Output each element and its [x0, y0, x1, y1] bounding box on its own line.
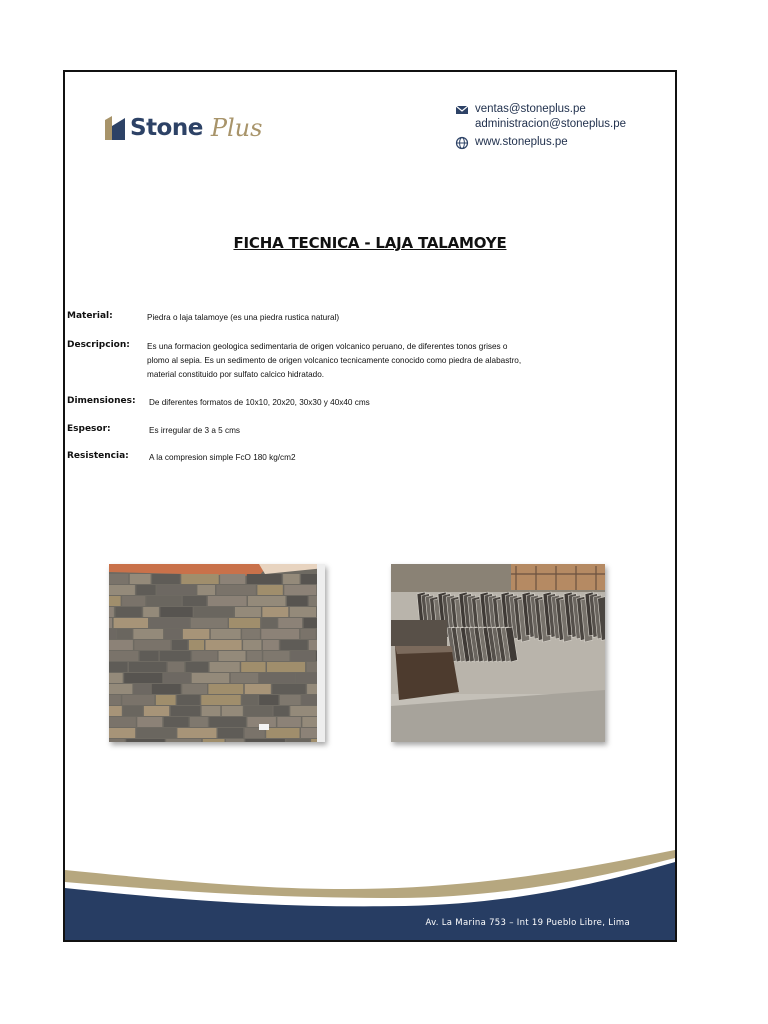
stacked-slabs-photo [391, 564, 605, 742]
spec-value-material: Piedra o laja talamoye (es una piedra rustica natural) [147, 313, 340, 322]
descripcion-line: material constituido por sulfato calcico hidratado. [147, 370, 325, 379]
stoneplus-logo [105, 110, 262, 146]
website-link[interactable]: www.stoneplus.pe [475, 136, 568, 148]
page-title: FICHA TECNICA - LAJA TALAMOYE [233, 234, 507, 252]
envelope-icon [455, 103, 469, 117]
stone-logo-icon [105, 116, 125, 140]
spec-label-dimensiones: Dimensiones: [67, 396, 136, 406]
descripcion-line: plomo al sepia. Es un sedimento de origen volcanico tecnicamente conocido como piedra de alabastro, [147, 356, 522, 365]
spec-value-dimensiones: De diferentes formatos de 10x10, 20x20, 30x30 y 40x40 cms [149, 398, 370, 407]
contact-block [455, 102, 626, 150]
company-address: Av. La Marina 753 – Int 19 Pueblo Libre, Lima [425, 918, 630, 928]
brand-name-plus: Plus [210, 114, 263, 142]
email-row [455, 102, 626, 132]
spec-label-material: Material: [67, 311, 113, 321]
email-ventas-link[interactable]: ventas@stoneplus.pe [475, 103, 586, 115]
descripcion-line: Es una formacion geologica sedimentaria de origen volcanico peruano, de diferentes tonos grises o [147, 342, 508, 351]
website-row [455, 135, 626, 150]
footer-band [65, 830, 675, 940]
brand-name-stone: Stone [130, 115, 203, 141]
spec-value-espesor: Es irregular de 3 a 5 cms [149, 426, 241, 435]
globe-icon [455, 136, 469, 150]
document-page [63, 70, 677, 942]
spec-value-descripcion [147, 340, 537, 382]
spec-label-resistencia: Resistencia: [67, 451, 129, 461]
stone-wall-photo [109, 564, 325, 742]
spec-value-resistencia: A la compresion simple FcO 180 kg/cm2 [149, 453, 296, 462]
spec-label-descripcion: Descripcion: [67, 340, 130, 350]
email-administracion-link[interactable]: administracion@stoneplus.pe [475, 118, 627, 130]
spec-label-espesor: Espesor: [67, 424, 111, 434]
